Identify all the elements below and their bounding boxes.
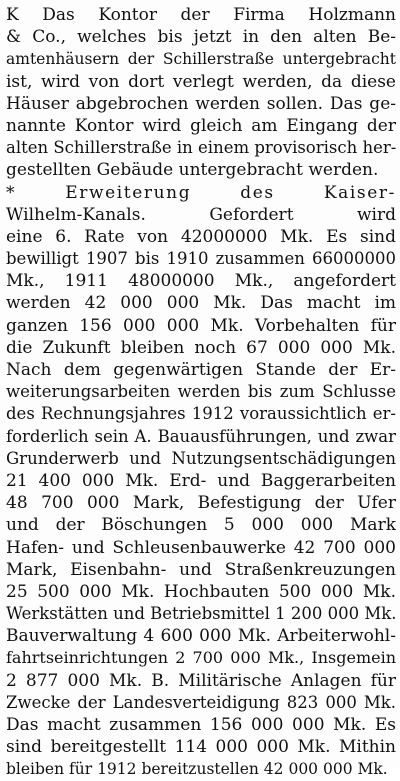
- section-heading-line: * Erweiterung des Kaiser-: [6, 182, 396, 203]
- text-line: fahrtseinrichtungen 2 700 000 Mk., Insgemein: [6, 648, 396, 668]
- text-line: 2 877 000 Mk. B. Militärische Anlagen für: [6, 670, 396, 691]
- text-line: des Rechnungsjahres 1912 voraussichtlich er-: [6, 404, 396, 424]
- text-line: Nach dem gegenwärtigen Stande der Er-: [6, 360, 396, 380]
- text-line: Werkstätten und Betriebsmittel 1 200 000 Mk.: [6, 604, 396, 624]
- text-line: ist, wird von dort verlegt werden, da diese: [6, 71, 396, 92]
- text-line: Mk., 1911 48000000 Mk., angefordert: [6, 271, 396, 292]
- text-line: und der Böschungen 5 000 000 Mark: [6, 515, 396, 536]
- text-line: Das macht zusammen 156 000 000 Mk. Es: [6, 715, 396, 735]
- text-line: eine 6. Rate von 42000000 Mk. Es sind: [6, 226, 396, 247]
- text-line: Häuser abgebrochen werden sollen. Das ge-: [6, 93, 396, 114]
- text-line: & Co., welches bis jetzt in den alten Be-: [6, 27, 396, 48]
- text-line: bleiben für 1912 bereitzustellen 42 000 000 Mk.: [6, 760, 388, 779]
- text-line: K Das Kontor der Firma Holzmann: [6, 5, 396, 25]
- text-line: weiterungsarbeiten werden bis zum Schlusse: [6, 382, 396, 402]
- text-line: forderlich sein A. Bauausführungen, und zwar: [6, 426, 396, 446]
- text-line: Zwecke der Landesverteidigung 823 000 Mk.: [6, 692, 396, 712]
- text-line: sind bereitgestellt 114 000 000 Mk. Mithin: [6, 737, 396, 758]
- text-line: Grunderwerb und Nutzungsentschädigungen: [6, 448, 396, 468]
- text-line: 25 500 000 Mk. Hochbauten 500 000 Mk.: [6, 581, 396, 602]
- text-line: Mark, Eisenbahn- und Straßenkreuzungen: [6, 559, 396, 580]
- text-line: bewilligt 1907 bis 1910 zusammen 66000000: [6, 249, 396, 269]
- text-line: Bauverwaltung 4 600 000 Mk. Arbeiterwohl-: [6, 626, 396, 647]
- text-line: amtenhäusern der Schillerstraße untergebracht: [6, 50, 396, 69]
- text-line: Hafen- und Schleusenbauwerke 42 700 000: [6, 537, 396, 558]
- text-line: 48 700 000 Mark, Befestigung der Ufer: [6, 493, 396, 514]
- text-line: nannte Kontor wird gleich am Eingang der: [6, 115, 396, 136]
- text-line: alten Schillerstraße in einem provisorisch her-: [6, 138, 396, 158]
- text-line: ganzen 156 000 000 Mk. Vorbehalten für: [6, 315, 396, 336]
- text-line: werden 42 000 000 Mk. Das macht im: [6, 293, 396, 314]
- text-line: die Zukunft bleiben noch 67 000 000 Mk.: [6, 337, 396, 358]
- text-line: 21 400 000 Mk. Erd- und Baggerarbeiten: [6, 470, 396, 491]
- section-heading-line: Wilhelm-Kanals. Gefordert wird: [6, 204, 396, 225]
- text-line: gestellten Gebäude untergebracht werden.: [6, 160, 379, 181]
